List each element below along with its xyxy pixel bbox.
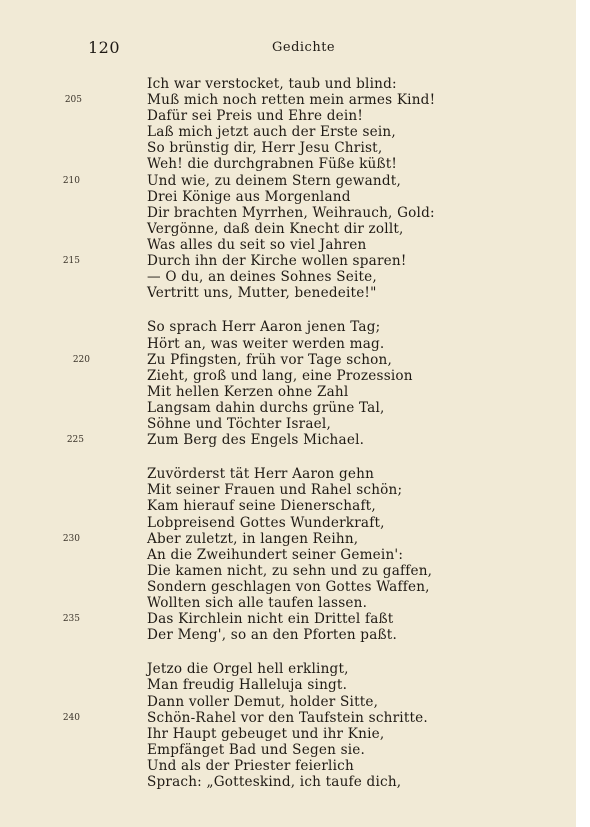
verse-line: Mit seiner Frauen und Rahel schön;	[147, 482, 403, 498]
verse-line: Zieht, groß und lang, eine Prozession	[147, 368, 413, 384]
running-head: Gedichte	[272, 40, 336, 55]
verse-line: Sprach: „Gotteskind, ich taufe dich,	[147, 774, 402, 790]
verse-line: Jetzo die Orgel hell erklingt,	[147, 661, 349, 677]
verse-line: Und wie, zu deinem Stern gewandt,	[147, 173, 401, 189]
verse-line: Zu Pfingsten, früh vor Tage schon,	[147, 352, 393, 368]
verse-line: Vergönne, daß dein Knecht dir zollt,	[147, 221, 404, 237]
verse-line: Dir brachten Myrrhen, Weihrauch, Gold:	[147, 205, 435, 221]
verse-line: Durch ihn der Kirche wollen sparen!	[147, 253, 407, 269]
verse-line: Vertritt uns, Mutter, benedeite!"	[147, 285, 377, 301]
verse-line: Drei Könige aus Morgenland	[147, 189, 351, 205]
verse-line: An die Zweihundert seiner Gemein':	[147, 547, 404, 563]
line-number: 220	[72, 355, 90, 365]
verse-line: Hört an, was weiter werden mag.	[147, 336, 385, 352]
verse-line: Das Kirchlein nicht ein Drittel faßt	[147, 611, 394, 627]
line-number: 230	[62, 534, 80, 544]
verse-line: Söhne und Töchter Israel,	[147, 416, 331, 432]
line-number: 240	[62, 713, 80, 723]
verse-line: Zum Berg des Engels Michael.	[147, 432, 365, 448]
verse-line: Laß mich jetzt auch der Erste sein,	[147, 124, 396, 140]
verse-line: Ich war verstocket, taub und blind:	[147, 76, 397, 92]
verse-line: So brünstig dir, Herr Jesu Christ,	[147, 140, 383, 156]
verse-line: Dafür sei Preis und Ehre dein!	[147, 108, 364, 124]
line-number: 235	[62, 614, 80, 624]
verse-line: Man freudig Halleluja singt.	[147, 677, 348, 693]
verse-line: Mit hellen Kerzen ohne Zahl	[147, 384, 349, 400]
line-number: 215	[62, 256, 80, 266]
verse-line: Ihr Haupt gebeuget und ihr Knie,	[147, 726, 385, 742]
verse-line: Der Meng', so an den Pforten paßt.	[147, 627, 397, 643]
verse-line: Aber zuletzt, in langen Reihn,	[147, 531, 359, 547]
verse-line: Muß mich noch retten mein armes Kind!	[147, 92, 436, 108]
line-number: 210	[62, 176, 80, 186]
verse-line: Langsam dahin durchs grüne Tal,	[147, 400, 385, 416]
verse-line: Wollten sich alle taufen lassen.	[147, 595, 368, 611]
page-number: 120	[88, 38, 121, 57]
verse-line: Weh! die durchgrabnen Füße küßt!	[147, 156, 398, 172]
line-number: 225	[66, 435, 84, 445]
verse-line: Empfänget Bad und Segen sie.	[147, 742, 366, 758]
verse-line: Was alles du seit so viel Jahren	[147, 237, 367, 253]
verse-line: Lobpreisend Gottes Wunderkraft,	[147, 515, 385, 531]
verse-line: So sprach Herr Aaron jenen Tag;	[147, 319, 381, 335]
verse-line: Kam hierauf seine Dienerschaft,	[147, 498, 376, 514]
line-number: 205	[64, 95, 82, 105]
scan-margin	[576, 0, 590, 827]
verse-line: Und als der Priester feierlich	[147, 758, 354, 774]
verse-line: Sondern geschlagen von Gottes Waffen,	[147, 579, 430, 595]
verse-line: Schön-Rahel vor den Taufstein schritte.	[147, 710, 428, 726]
verse-line: — O du, an deines Sohnes Seite,	[147, 269, 377, 285]
verse-line: Zuvörderst tät Herr Aaron gehn	[147, 466, 375, 482]
verse-line: Dann voller Demut, holder Sitte,	[147, 694, 379, 710]
verse-line: Die kamen nicht, zu sehn und zu gaffen,	[147, 563, 433, 579]
